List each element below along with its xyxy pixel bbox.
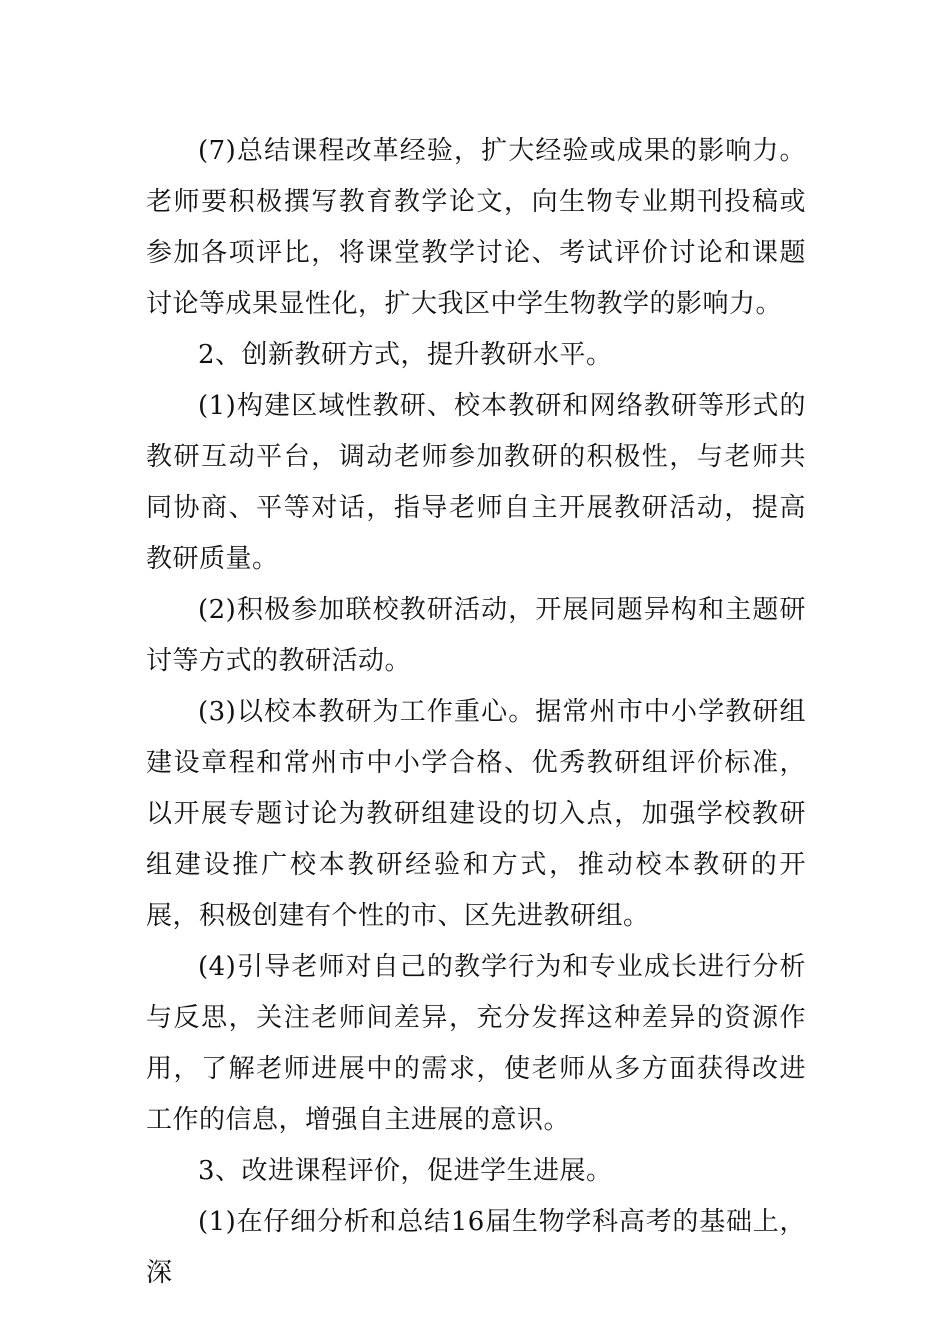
paragraph-item-1-platform: (1)构建区域性教研、校本教研和网络教研等形式的教研互动平台，调动老师参加教研的积极性，与老师共同协商、平等对话，指导老师自主开展教研活动，提高教研质量。 xyxy=(146,391,806,574)
section-heading-3: 3、改进课程评价，促进学生进展。 xyxy=(198,1156,613,1186)
paragraph-item-2-joint-research: (2)积极参加联校教研活动，开展同题异构和主题研讨等方式的教研活动。 xyxy=(146,595,806,676)
section-heading-2: 2、创新教研方式，提升教研水平。 xyxy=(198,340,613,370)
paragraph-item-3-school-research: (3)以校本教研为工作重心。据常州市中小学教研组建设章程和常州市中小学合格、优秀教研组评价标准，以开展专题讨论为教研组建设的切入点，加强学校教研组建设推广校本教研经验和方式，推动校本教研的开展，积极创建有个性的市、区先进教研组。 xyxy=(146,697,806,931)
document-body xyxy=(146,126,806,1299)
paragraph-item-4-reflection: (4)引导老师对自己的教学行为和专业成长进行分析与反思，关注老师间差异，充分发挥这种差异的资源作用，了解老师进展中的需求，使老师从多方面获得改进工作的信息，增强自主进展的意识。 xyxy=(146,952,806,1135)
paragraph-item-1-evaluation: (1)在仔细分析和总结16届生物学科高考的基础上，深 xyxy=(146,1207,806,1288)
paragraph-item-7-summary: (7)总结课程改革经验，扩大经验或成果的影响力。老师要积极撰写教育教学论文，向生物专业期刊投稿或参加各项评比，将课堂教学讨论、考试评价讨论和课题讨论等成果显性化，扩大我区中学生物教学的影响力。 xyxy=(146,136,806,319)
